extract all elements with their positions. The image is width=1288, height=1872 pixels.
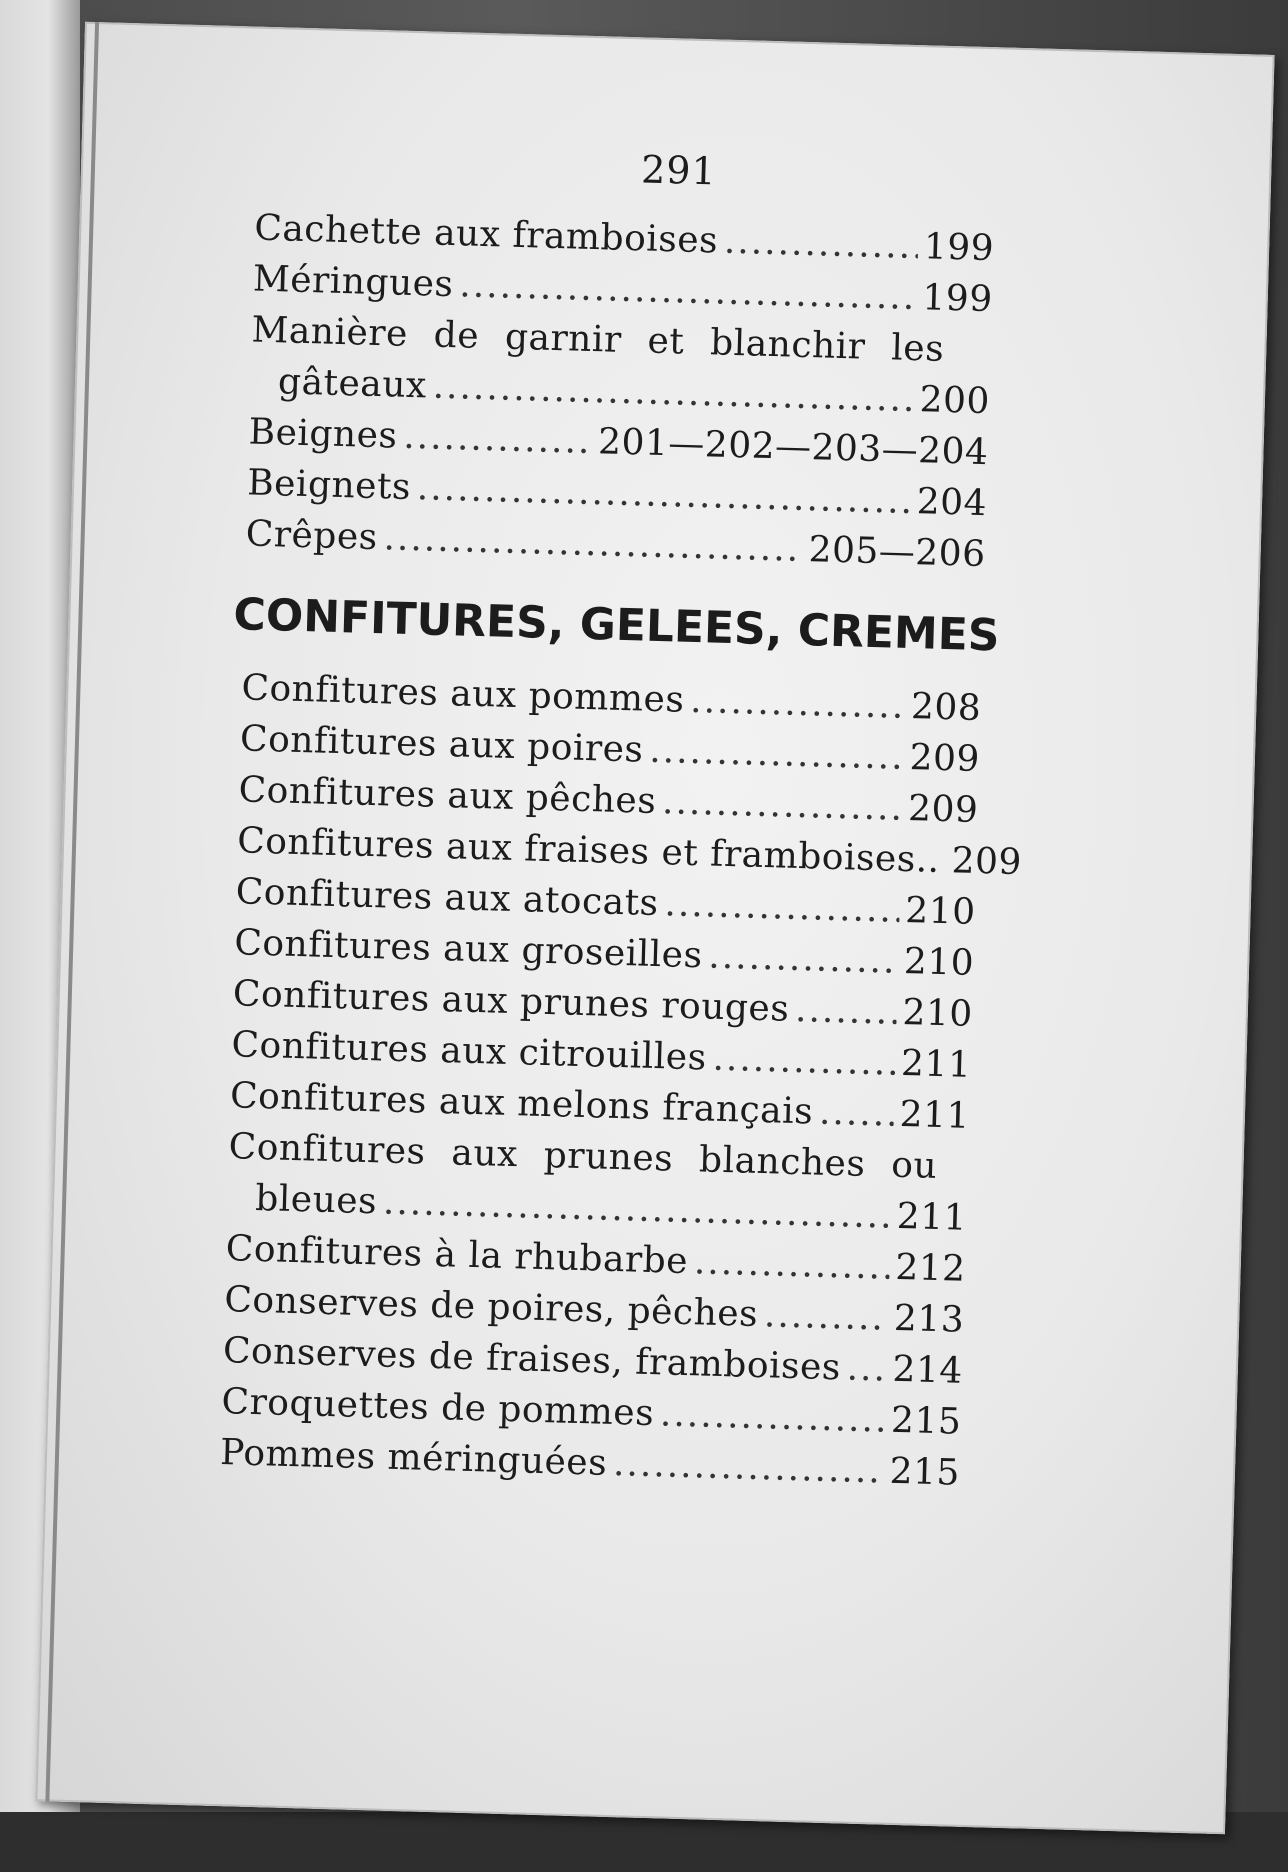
entry-pages: 215 — [889, 1450, 961, 1494]
entry-label-line-2: bleues — [254, 1177, 378, 1223]
entry-pages: 201—202—203—204 — [597, 421, 989, 474]
entry-label: Confitures aux groseilles — [233, 922, 704, 977]
dot-leader — [795, 984, 898, 1038]
entry-label: Croquettes de pommes — [221, 1381, 655, 1435]
page-number: 291 — [640, 147, 718, 194]
dot-leader — [708, 931, 899, 987]
dot-leader — [723, 216, 918, 272]
entry-label-line-1: Confitures aux prunes blanches ou — [228, 1126, 938, 1187]
entry-label: Confitures aux citrouilles — [231, 1024, 708, 1079]
dot-leader — [403, 411, 593, 467]
entry-pages: 215 — [890, 1399, 962, 1443]
entry-pages: 210 — [904, 889, 977, 933]
entry-pages: 211 — [900, 1042, 972, 1086]
entry-pages: 209 — [907, 788, 979, 831]
entry-label: Confitures aux pêches — [238, 769, 657, 822]
entry-label: Cachette aux framboises — [253, 207, 719, 262]
entry-pages: 212 — [894, 1246, 967, 1290]
entry-label-line-2: gâteaux — [277, 361, 428, 407]
dot-leader — [690, 675, 906, 732]
entry-pages: 204 — [916, 481, 988, 525]
entry-pages: 200 — [919, 379, 991, 423]
entry-label: Confitures aux prunes rouges — [232, 973, 790, 1030]
entry-pages: 209 — [951, 840, 1023, 884]
entry-pages: 205—206 — [808, 529, 987, 576]
entry-label: Confitures aux melons français — [229, 1075, 814, 1133]
entry-pages: 209 — [909, 737, 981, 780]
entry-label: Confitures aux poires — [239, 718, 644, 771]
entry-label: Confitures aux atocats — [235, 871, 660, 925]
entry-label: Beignes — [248, 411, 399, 457]
dot-leader — [664, 878, 900, 936]
dot-leader — [846, 1343, 887, 1395]
section-heading: CONFITURES, GELEES, CREMES — [232, 589, 1001, 662]
entry-label: Méringues — [252, 258, 455, 306]
entry-label-line-1: Manière de garnir et blanchir les — [250, 309, 945, 370]
entry-pages: 211 — [899, 1093, 971, 1137]
entry-pages: 211 — [896, 1195, 968, 1239]
entry-pages: 210 — [903, 940, 975, 984]
entry-label: Conserves de fraises, framboises — [222, 1330, 842, 1389]
entry-pages: 199 — [921, 277, 994, 321]
entry-label: Confitures aux pommes — [240, 667, 685, 721]
index-content — [219, 203, 1023, 1499]
book-page — [35, 22, 1274, 1835]
entry-label: Confitures aux fraises et framboises.. — [236, 820, 941, 881]
entry-label: Pommes méringuées — [219, 1432, 608, 1484]
dot-leader — [612, 1438, 884, 1497]
dot-leader — [712, 1033, 896, 1089]
dot-leader — [383, 512, 803, 575]
entry-label: Crêpes — [245, 513, 379, 559]
dot-leader — [649, 725, 905, 783]
dot-leader — [818, 1087, 894, 1140]
dot-leader — [662, 776, 903, 834]
entry-pages: 214 — [891, 1348, 964, 1392]
dot-leader — [659, 1388, 885, 1445]
dot-leader — [763, 1289, 888, 1343]
entry-pages: 210 — [901, 991, 974, 1035]
entry-pages: 208 — [910, 686, 982, 730]
entry-label: Beignets — [246, 462, 412, 509]
entry-pages: 213 — [893, 1297, 965, 1341]
entry-pages: 199 — [923, 226, 995, 270]
entry-label: Confitures à la rhubarbe — [225, 1228, 689, 1283]
dot-leader — [693, 1236, 890, 1292]
entry-label: Conserves de poires, pêches — [223, 1279, 759, 1336]
